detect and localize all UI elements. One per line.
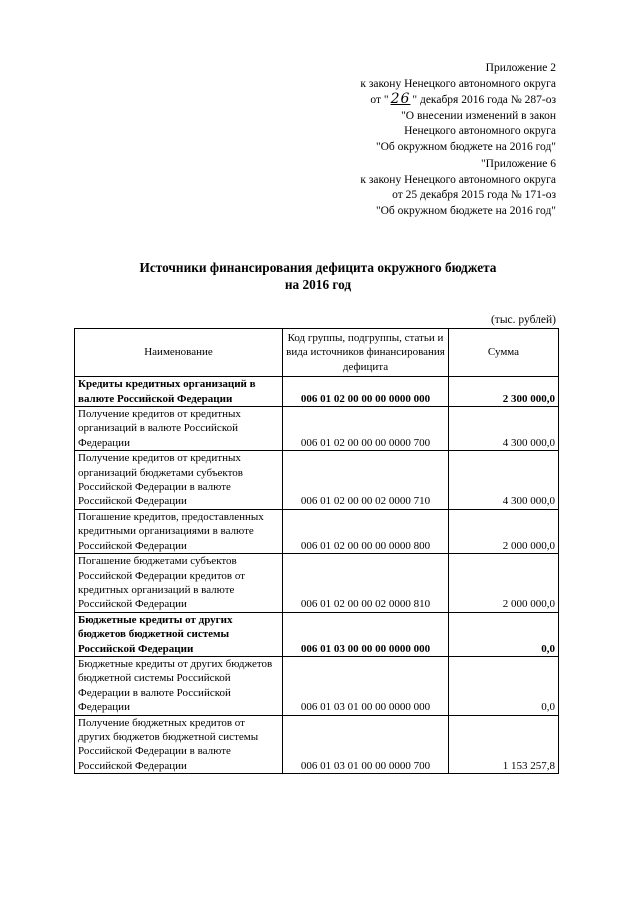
appendix-6-header	[360, 157, 556, 219]
row-sum: 2 000 000,0	[449, 554, 559, 613]
row-code: 006 01 02 00 00 00 0000 700	[283, 407, 449, 451]
row-code: 006 01 03 01 00 00 0000 000	[283, 656, 449, 715]
header-name: Наименование	[75, 329, 283, 377]
appendix-2-line: "О внесении изменений в закон	[401, 109, 556, 122]
row-code: 006 01 02 00 00 02 0000 810	[283, 554, 449, 613]
document-title	[80, 259, 556, 293]
table-row	[75, 656, 559, 715]
table-row	[75, 509, 559, 553]
row-sum: 4 300 000,0	[449, 407, 559, 451]
title-line-1: Источники финансирования дефицита окружного бюджета	[139, 260, 497, 275]
row-code: 006 01 03 00 00 00 0000 000	[283, 612, 449, 656]
row-name: Кредиты кредитных организаций в валюте Российской Федерации	[75, 377, 283, 407]
row-name: Погашение бюджетами субъектов Российской Федерации кредитов от кредитных организаций в валюте Российской Федерации	[75, 554, 283, 613]
date-suffix: " декабря 2016 года № 287-оз	[412, 94, 556, 107]
table-row	[75, 612, 559, 656]
table-row	[75, 554, 559, 613]
appendix-2-date-line	[360, 92, 556, 109]
table-row	[75, 407, 559, 451]
row-sum: 4 300 000,0	[449, 451, 559, 510]
appendix-2-line: Ненецкого автономного округа	[404, 125, 556, 138]
appendix-6-line: от 25 декабря 2015 года № 171-оз	[392, 189, 556, 202]
appendix-6-line: "Об окружном бюджете на 2016 год"	[375, 204, 556, 217]
row-name: Получение кредитов от кредитных организаций в валюте Российской Федерации	[75, 407, 283, 451]
row-code: 006 01 02 00 00 00 0000 000	[283, 377, 449, 407]
handwritten-day: 26	[390, 91, 411, 108]
appendix-2-header	[360, 61, 556, 156]
row-name: Получение кредитов от кредитных организаций бюджетами субъектов Российской Федерации в валюте Российской Федерации	[75, 451, 283, 510]
row-sum: 2 300 000,0	[449, 377, 559, 407]
row-name: Бюджетные кредиты от других бюджетов бюджетной системы Российской Федерации	[75, 612, 283, 656]
row-name: Бюджетные кредиты от других бюджетов бюджетной системы Российской Федерации в валюте Российской Федерации	[75, 656, 283, 715]
header-code: Код группы, подгруппы, статьи и вида источников финансирования дефицита	[283, 329, 449, 377]
table-row	[75, 451, 559, 510]
appendix-6-line: к закону Ненецкого автономного округа	[360, 173, 556, 186]
row-sum: 0,0	[449, 612, 559, 656]
row-name: Погашение кредитов, предоставленных кредитными организациями в валюте Российской Федерации	[75, 509, 283, 553]
row-code: 006 01 02 00 00 00 0000 800	[283, 509, 449, 553]
header-sum: Сумма	[449, 329, 559, 377]
appendix-2-line: к закону Ненецкого автономного округа	[360, 77, 556, 90]
appendix-2-line: "Об окружном бюджете на 2016 год"	[375, 140, 556, 153]
title-line-2: на 2016 год	[284, 277, 352, 292]
table-row	[75, 715, 559, 774]
row-name: Получение бюджетных кредитов от других бюджетов бюджетной системы Российской Федерации в валюте Российской Федерации	[75, 715, 283, 774]
row-sum: 2 000 000,0	[449, 509, 559, 553]
appendix-6-line: "Приложение 6	[480, 158, 556, 170]
row-code: 006 01 02 00 00 02 0000 710	[283, 451, 449, 510]
row-sum: 1 153 257,8	[449, 715, 559, 774]
financing-sources-table	[74, 328, 559, 774]
appendix-2-line: Приложение 2	[485, 62, 556, 74]
row-sum: 0,0	[449, 656, 559, 715]
table-header-row	[75, 329, 559, 377]
row-code: 006 01 03 01 00 00 0000 700	[283, 715, 449, 774]
units-label: (тыс. рублей)	[490, 314, 556, 326]
date-prefix: от "	[370, 94, 389, 107]
table-row	[75, 377, 559, 407]
